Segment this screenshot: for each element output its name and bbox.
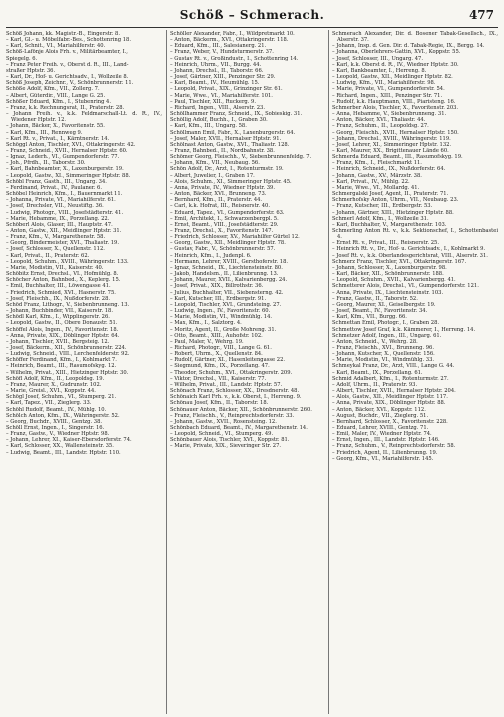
directory-entry: – Leopold, Schneid., VI., Stumperg. 49. [170, 431, 274, 438]
directory-entry: Schmergalski Josef, Agent, II., Praterstr. 71. [332, 191, 449, 198]
directory-entry: – Heinrich, Beamt., III., Rasumofskyg. 12. [6, 363, 117, 370]
directory-entry: Schöggl Anton, Tischler, XVI., Ottakringerstr. 42. [6, 141, 136, 148]
directory-entry: Schmeykal Franz, Dr., Arzt, VIII., Lange G. 44. [332, 363, 455, 370]
directory-entry: – Josef, Schlosser, III., Ungarg. 47. [332, 55, 423, 62]
directory-entry: Schöd Franz, Lithogr., V., Siebenbrunneng. 13. [6, 301, 130, 308]
directory-entry: Schönach Franz, Schlosser, XX., Dresdnerstr. 48. [170, 388, 300, 395]
directory-entry: – Leopold, Privat., XIX., Grinzinger Str. 61. [170, 86, 283, 93]
directory-entry: Schödl Karl, Kfm., I., Wipplingerstr. 26. [6, 314, 110, 321]
directory-entry: – Bernhard, Schlosser, X., Favoritenstr. 228. [332, 418, 448, 425]
directory-entry: – Karl, Beamt., IX., Porzellang. 61. [332, 369, 423, 376]
directory-entry: Schöcher Anton, Bahnbed., X., Keplerg. 15. [6, 277, 121, 284]
directory-entry: Schöß Johann, kk. Magistr.-B., Eingerstr. 8. [6, 31, 120, 37]
directory-entry: – Viktor, Drechsl., VII., Kaiserstr. 77. [170, 375, 267, 382]
directory-entry: – Franz, Maurer, X., Gudrunstr. 102. [6, 381, 102, 388]
directory-entry: – Marie, Greisl., XVI., Koppstr. 44. [6, 388, 96, 395]
directory-entry: Schölch Anton, Kfm., IX., Währingerstr. 52. [6, 412, 120, 419]
directory-entry: – Ludwig, Photogr., VIII., Josefstädterstr. 41. [6, 209, 124, 216]
column-left [6, 31, 162, 713]
column-right [332, 31, 498, 713]
directory-entry: – Albert, Güterdir., VIII., Lange G. 25. [6, 92, 106, 99]
directory-entry: Schmetterer Alois, Drechsl., VI., Gumpendorferstr. 121. [332, 283, 479, 290]
directory-entry: Spiegelg. 6. [6, 55, 38, 62]
directory-entry: – Johann Freih. v., k.k. Feldmarschall-Lt. d. R., IV., Wiedener Hptstr. 12. [6, 111, 162, 124]
directory-entry: – Robert, Uhrm., X., Quellenstr. 84. [170, 351, 263, 358]
directory-entry: – Anton, Bäcker, XVI., Thaliastr. 44. [332, 117, 426, 124]
directory-entry: – Anna, Private, IV., Wiedner Hptstr. 39. [170, 184, 275, 191]
directory-entry: Schmerhofsky Anton, Uhrm., VII., Neubaug. 23. [332, 197, 459, 204]
directory-entry: – Anton, Bäcker, XVI., Koppstr. 112. [332, 406, 426, 413]
directory-entry: – Anna, Hebamme, V., Siebenbrunneng. 31. [332, 111, 447, 118]
directory-entry: – Franz, Gastw., V., Wiedner Hptstr. 98. [6, 431, 110, 438]
directory-entry: Schmid Adalbert, Kfm., I., Rotenturmstr. 27. [332, 375, 449, 382]
column-divider [328, 30, 329, 714]
directory-entry: Schöß Joseph, Zeichnr., V., Schönbrunnerstr. 11. [6, 80, 134, 87]
directory-entry: – Franz, Kutscher, III., Erdbergstr. 53. [332, 203, 433, 210]
directory-entry: Schöße Adolf, Kfm., VII., Zollerg. 7. [6, 86, 100, 93]
directory-entry: – Marie, Private, VI., Gumpendorferstr. 54. [332, 86, 445, 93]
directory-entry: – Marie, Modistin, VII., Kaiserstr. 40. [6, 264, 104, 271]
page-header [0, 6, 504, 26]
directory-entry: – Franz, Weber, V., Hundsturmerstr. 37. [170, 49, 274, 56]
directory-entry: – Franz, Kfm., V., Margarethenstr. 58. [6, 234, 106, 241]
directory-entry: – Leopold, Schuhm., XVIII., Währingerstr. 133. [6, 258, 129, 265]
directory-entry: – Johann, Tischler, XVII., Bergsteig. 12. [6, 338, 110, 345]
directory-entry: – Georg, Maurer, XI., Geiselbergstr. 19. [332, 301, 436, 308]
directory-entry: – Karl, Kutscher, III., Erdbergstr. 91. [170, 295, 267, 302]
directory-entry: – Heinrich, Schneid., IX., Nußdorferstr. 64. [332, 166, 446, 173]
directory-entry: – Paul, Maler, V., Wehrg. 19. [170, 338, 244, 345]
directory-entry: – Johann, Drechsl., XVIII., Währingerstr. 119. [332, 135, 451, 142]
directory-entry: – Carl, k.k. Hofrat, III., Reisnerstr. 40. [170, 203, 270, 210]
directory-entry: – Leopold, Gastw., II., Obere Donaustr. 51. [6, 320, 118, 327]
directory-entry: – Karl, Beamt., IV., Heumühlg. 15. [170, 80, 260, 87]
directory-entry: – Anna, Private, XIX., Döblinger Hptstr. 88. [332, 400, 446, 407]
directory-entry: – August, Buchdr., VII., Zieglerg. 51. [332, 412, 429, 419]
directory-entry: – Anton, Schneid., V., Wehrg. 28. [332, 338, 418, 345]
directory-entry: – Julius, Buchhalter, VII., Siebensterng. 42. [170, 289, 284, 296]
directory-entry: – Anton, Bäckerm., XVI., Ottakringerstr. 118. [170, 37, 289, 44]
directory-entry: – Franz, Bahnbed., II., Nordbahnstr. 38. [170, 147, 275, 154]
directory-entry: – Richard, Ingen., XIII., Penzinger Str. 71. [332, 92, 443, 99]
directory-entry: – Eduard, Kfm., III., Salesianerg. 21. [170, 43, 267, 50]
directory-entry: – Heinrich, Uhrm., VII., Burgg. 44. [170, 61, 262, 68]
directory-entry: – Leopold, Schuhm., XVII., Kalvarienbergg. 41. [332, 277, 456, 284]
directory-entry: – Georg, Buchdr., XVIII., Gentzg. 38. [6, 418, 103, 425]
directory-entry: Schöbel Heinrich, Kfm., I., Bauernmarkt 11. [6, 191, 123, 198]
directory-entry: Schöffer Ferdinand, Kfm., I., Kohlmarkt 7. [6, 357, 117, 364]
directory-entry: – Emil, Buchhalter, III., Löwengasse 41. [6, 283, 111, 290]
directory-entry: – Siegmund, Kfm., IX., Porzellang. 47. [170, 363, 270, 370]
directory-entry: – Johann, Gastw., XVII., Rosensteing. 12. [170, 418, 277, 425]
directory-entry: – Georg, Fleischh., XVII., Hernalser Hptstr. 150. [332, 129, 459, 136]
directory-entry: Schöllmann Emil, Fabr., X., Laxenburgerstr. 64. [170, 129, 296, 136]
directory-entry: – Ernst, Beamt., VIII., Josefstädterstr. 29. [170, 221, 279, 228]
directory-entry: – Theodor, Schuhm., XVI., Ottakringerstr. 209. [170, 369, 293, 376]
directory-entry: – Ludwig, Beamt., III., Landstr. Hptstr. 110. [6, 449, 121, 456]
directory-entry: Schmerber Alois, Tischler, X., Favoritenstr. 203. [332, 104, 459, 111]
directory-entry: – Johann, Schlosser, X., Laxenburgerstr. 98. [332, 264, 447, 271]
directory-entry: – Karl Rt. v., Privat., I., Kärntnerstr. 14. [6, 135, 110, 142]
running-head: Schöß – Schmerach. [179, 8, 325, 22]
directory-entry: – Friedrich, Agent, II., Lilienbrunng. 19. [332, 449, 438, 456]
directory-entry: – Georg, Bindermeister, XVI., Thaliastr. 19. [6, 240, 119, 247]
directory-entry: – Georg, Gastw., XII., Meidlinger Hptstr. 78. [170, 240, 286, 247]
directory-entry: – Emil, Maler, IV., Wiedner Hptstr. 74. [332, 431, 432, 438]
directory-entry: – Eduard, Lehrer, XVIII., Gentzg. 71. [332, 425, 429, 431]
directory-entry: – Leopold, Tischler, XVI., Grundsteing. 27. [170, 301, 282, 308]
directory-entry: – Josef, Privat., XIX., Billrothstr. 36. [170, 283, 264, 290]
directory-entry: – Bernhard, Kfm., II., Praterstr. 44. [170, 197, 263, 204]
directory-entry: Schöller Alexander, Fabr., I., Wildpretmarkt 10. [170, 31, 295, 37]
directory-entry: – Franz, k.k. Rechnungsrat, II., Praterstr. 28. [6, 104, 125, 111]
directory-entry: Schöhl Rudolf, Beamt., IV., Mühlg. 10. [6, 406, 107, 413]
directory-entry: – Wilhelm, Privat., III., Landstr. Hptstr. 57. [170, 381, 283, 388]
directory-entry: – Josef, Lehrer, XI., Simmeringer Hptstr. 132. [332, 141, 452, 148]
directory-entry: – Georg, Kfm., VI., Mariahilferstr. 145. [332, 455, 434, 462]
directory-entry: – Karl, Gl.- u. Möbelfabr.-Bes., Schottenring 18. [6, 37, 131, 44]
directory-entry: – Karl, Bäcker, XII., Schönbrunnerstr. 188. [332, 271, 444, 278]
header-rule [6, 27, 498, 28]
directory-entry: – Richard, Photogr., VIII., Lange G. 61. [170, 344, 272, 351]
directory-entry: – Josef, Drechsler, VII., Neustiftg. 36. [6, 203, 104, 210]
directory-entry: – Karl, Kfm., III., Rennweg 9. [6, 129, 83, 136]
directory-entry: – Joh., Pfrdh., II., Taborstr. 30. [6, 160, 86, 167]
directory-entry: – Hermann, Lehrer, XVIII., Gersthoferstr. 18. [170, 258, 289, 265]
directory-entry: – Johanna, Private, VI., Mariahilferstr. 61. [6, 197, 116, 204]
directory-entry: – Rudolf, k.k. Hauptmann, VIII., Piaristeng. 16. [332, 98, 456, 105]
directory-entry: – Adolf, Uhrm., II., Praterstr. 93. [332, 381, 418, 388]
directory-entry: – Josef, Gärtner, XIII., Penzinger Str. 29. [170, 74, 276, 81]
column-middle [170, 31, 324, 713]
directory-entry: Schmettow Josef Graf, k.k. Kämmerer, I., Herreng. 14. [332, 326, 476, 333]
directory-entry: – Anton, Bäcker, XVI., Brunneng. 73. [170, 191, 267, 198]
directory-entry: – Jakob, Handelsm., II., Lilienbrunng. 13. [170, 271, 279, 278]
directory-entry: – Karl, Kfm., III., Ungarg. 58. [170, 123, 247, 130]
directory-entry: – Josef, Bäckerm., XII., Schönbrunnerstr. 224. [6, 344, 127, 351]
directory-entry: Schöß-Lafönje Alois Frh. v., Militärbeamter, I., [6, 49, 128, 56]
directory-entry: – Anton, Gastw., XII., Meidlinger Hptstr. 31. [6, 228, 122, 234]
directory-entry: – Johann, Gärtner, XIII., Hietzinger Hptstr. 88. [332, 209, 454, 216]
directory-entry: Schöllhammer Franz, Schneid., IX., Sobieskig. 31. [170, 111, 303, 118]
directory-entry: – Leopold, Gastw., XII., Meidlinger Hptstr. 82. [332, 74, 453, 81]
directory-entry: – Moritz, Agent, II., Große Mohreng. 31. [170, 326, 277, 333]
directory-entry: Schölnast Anton, Gastw., XVI., Thaliastr. 128. [170, 141, 290, 148]
directory-entry: – Franz, Fleischh., XVI., Brunneng. 96. [332, 344, 434, 351]
directory-entry: – Ernst, Ingen., III., Landstr. Hptstr. 146. [332, 437, 440, 444]
directory-entry: – Friedrich, Schlosser, XV., Mariahilfer Gürtel 12. [170, 234, 300, 241]
directory-entry: – Josef Rt. v., k.k. Oberlandesgerichtsrat, VIII., Alserstr. 31. [332, 252, 488, 259]
directory-entry: – Karl, Kfm., VII., Burgg. 66. [332, 314, 407, 321]
directory-entry: – Heinrich Rt. v., Dr., Hof- u. Gerichtsadv., I., Kohlmarkt 9. [332, 246, 486, 253]
directory-entry: Schmerda Eduard, Beamt., III., Rasumofskyg. 19. [332, 154, 463, 161]
directory-entry: – Franz Peter Freih. v., Oberst d. R., III., Land- [6, 61, 129, 68]
directory-entry: – Karl, Tapez., VII., Zieglerg. 33. [6, 400, 92, 407]
directory-entry: – Karl, Bankbeamter, I., Herreng. 8. [332, 67, 427, 74]
directory-entry: – Karl, Privat., II., Praterstr. 62. [6, 252, 90, 259]
directory-entry: – Marie, Hebamme, IX., Porzellang. 22. [6, 215, 110, 222]
directory-entry: – Josef, Schlosser, X., Quellenstr. 112. [6, 246, 105, 253]
directory-entry: – Franz, Fleischh., V., Reinprechtsdorferstr. 33. [170, 412, 295, 419]
directory-entry: – Johann, Insp. d. Gen. Dir. d. Tabak-Regie, IX., Bergg. 14. [332, 43, 485, 50]
directory-entry: – Franz, Schuhm., II., Leopoldsg. 27. [332, 123, 429, 130]
directory-entry: – Johann, Buchbinder, VII., Kaiserstr. 18. [6, 308, 114, 315]
directory-entry: – Franz, Schneid., XVII., Hernalser Hptstr. 60. [6, 147, 128, 154]
directory-entry: – Friedrich, Schmied, XVI., Hasnerstr. 75. [6, 289, 116, 296]
directory-entry: – Marie, Modistin, VI., Windmühlg. 33. [332, 357, 435, 364]
directory-entry: – Ignaz, Schneid., IX., Liechtensteinstr. 80. [170, 264, 283, 271]
directory-entry: Schön Adolf, Dr., Arzt, I., Rotenturmstr. 19. [170, 166, 284, 173]
directory-entry: – Ferdinand, Privat., IV., Paulaner. 6. [6, 184, 103, 191]
column-divider [166, 30, 167, 714]
directory-entry: Schönbauer Alois, Tischler, XVI., Koppstr. 81. [170, 437, 290, 444]
directory-entry: Schönau Josef, Kfm., II., Taborstr. 18. [170, 400, 269, 407]
directory-entry: – Karl, k.k. Oberst d. R., IV., Wiedner Hptstr. 30. [332, 61, 459, 68]
directory-entry: straßer Hptstr. 36. [6, 67, 56, 74]
directory-entry: – Heinrich, Kfm., I., Judenpl. 6. [170, 252, 252, 259]
directory-entry: – Josef, Beamt., IV., Favoritenstr. 34. [332, 308, 428, 315]
directory-entry: – Alois, Schuhm., XI., Simmeringer Hptstr. 45. [170, 178, 292, 185]
directory-entry: – Johann, Lehrer, XI., Kaiser-Ebersdorferstr. 74. [6, 437, 132, 444]
directory-entry: – Max, Kfm., I., Salztorg. 4. [170, 320, 242, 327]
directory-entry: – Leopold, Gastw., XI., Simmeringer Hptstr. 88. [6, 172, 131, 179]
directory-entry: Schöll Ernst, Ingen., I., Singerstr. 16. [6, 425, 105, 431]
directory-entry: – Ludwig, Kfm., VII., Mariahilferstr. 98. [332, 80, 436, 87]
directory-entry: Schöbitz Ernst, Drechsl., VI., Hofmühlg. 8. [6, 271, 119, 278]
directory-entry: – Karl, Bahnbeamter, X., Laxenburgerstr. 19. [6, 166, 124, 173]
directory-entry: – Franz, Gastw., II., Taborstr. 52. [332, 295, 418, 302]
directory-entry: – Franz, Kfm., I., Fleischmarkt 11. [332, 160, 422, 167]
directory-entry: – Karl, Schnit., VI., Mariahilferstr. 40. [6, 43, 106, 50]
directory-entry: – Franz, Drechsl., X., Favoritenstr. 147. [170, 228, 274, 234]
directory-entry: – Johann, Drechsl., II., Taborstr. 66. [170, 67, 264, 74]
directory-entry: – Gustav Rt. v., Großindustr., I., Schottenring 14. [170, 55, 299, 62]
directory-entry: Schöberl Alois, Glaser, III., Hauptstr. 47. [6, 221, 113, 228]
directory-entry: Schößer Eduard, Kfm., I., Stubenring 4. [6, 98, 111, 105]
directory-entry: Schöffel Alois, Ingen., IV., Favoritenstr. 18. [6, 326, 119, 333]
directory-entry: – Eduard, Tapez., VI., Gumpendorferstr. 63. [170, 209, 285, 216]
directory-entry: – Josef, Maler, XVII., Hernalser Hptstr. 91. [170, 135, 282, 142]
directory-entry: – Richard, Ingen., VIII., Alserstr. 23. [170, 104, 265, 111]
directory-entry: – Otto, Beamt., XIII., Auhofstr. 102. [170, 332, 263, 339]
directory-entry: – Karl, Maurer, XX., Brigittenauer Lände 60. [332, 147, 449, 154]
directory-entry: Schmerach Alexander, Dir. d. Bosener Tabak-Gesellsch., IX., Alserstr. 37. [332, 31, 498, 44]
directory-entry: – Rudolf, Gärtner, XI., Hasenleitengasse 22. [170, 357, 286, 364]
directory-entry: Schömer Georg, Fleischh., V., Siebenbrunnenfeldg. 7. [170, 154, 312, 161]
directory-entry: – Ernst Rt. v., Privat., III., Reisnerstr. 25. [332, 240, 439, 247]
directory-entry: – Gustav, Fabr., V., Schönbrunnerstr. 57. [170, 246, 276, 253]
directory-entry: – Albert, Juwelier, I., Graben 17. [170, 172, 255, 179]
directory-entry: – Albert, Tischler, XVII., Hernalser Hptstr. 204. [332, 388, 456, 395]
directory-entry: Schmetzer Adolf, Ingen., III., Ungarg. 61. [332, 332, 442, 339]
directory-entry: Schögl Josef, Schuhm., VI., Stumperg. 21. [6, 394, 117, 401]
directory-entry: – Johann, Gastw., XV., Märzstr. 38. [332, 172, 422, 179]
directory-entry: – Johanna, Oberlehrers-Gattin, XVI., Koppstr. 55. [332, 49, 461, 56]
directory-entry: – Johann, Bäcker, X., Favoritenstr. 55. [6, 123, 105, 130]
directory-entry: – Johann, Kutscher, X., Quellenstr. 156. [332, 351, 435, 358]
directory-entry: Schöllig Adolf, Buchh., I., Graben 30. [170, 117, 268, 124]
directory-entry: – Josef, Fleischh., IX., Nußdorferstr. 28. [6, 295, 111, 302]
directory-entry: – Emil, Architekt, I., Schwarzenbergpl. 5. [170, 215, 279, 222]
directory-entry: – Alois, Gastw., XII., Meidlinger Hptstr. 117. [332, 394, 448, 401]
directory-entry: Schönauer Anton, Bäcker, XII., Schönbrunnerstr. 260. [170, 406, 312, 413]
directory-entry: Schönaich Karl Frh. v., k.k. Oberst, I., Herreng. 9. [170, 394, 302, 401]
directory-entry: – Paul, Tischler, XII., Ruckerg. 9. [170, 98, 257, 105]
directory-entry: Schmettan Emil, Photogr., I., Graben 28. [332, 320, 440, 327]
directory-entry: Schönbach Eduard, Beamt., IV., Margarethenstr. 14. [170, 425, 308, 431]
directory-entry: – Karl, Dr., Hof- u. Gerichtsadv., I., Wollzeile 8. [6, 74, 129, 81]
directory-entry: – Anna, Private, XIX., Döblinger Hptstr. 64. [6, 332, 120, 339]
directory-entry: – Franz, Schuhm., V., Reinprechtsdorferstr. 58. [332, 443, 456, 450]
directory-entry: Schöfl Adolf, Kfm., II., Leopoldsg. 19. [6, 375, 105, 382]
directory-entry: – Marie, Wwe., VI., Mariahilferstr. 101. [170, 92, 273, 99]
directory-entry: – Marie, Private, XIX., Sieveringer Str. 27. [170, 443, 282, 450]
directory-entry: Schöbl Franz, Gasth., III., Ungarg. 34. [6, 178, 107, 185]
directory-entry: – Karl, Buchhalter, V., Margarethenstr. 103. [332, 221, 447, 228]
directory-entry: – Ludwig, Schneid., VIII., Lerchenfelderstr. 92. [6, 351, 130, 358]
directory-entry: Schmerz Franz, Tischler, XVI., Ottakringerstr. 167. [332, 258, 467, 265]
directory-entry: – Karl, Schlosser, XX., Wallensteinstr. 35. [6, 443, 114, 450]
directory-entry: – Ludwig, Ingen., IV., Favoritenstr. 60. [170, 308, 271, 315]
directory-entry: – Karl, Privat., IV., Mühlg. 22. [332, 178, 410, 185]
directory-entry: – Marie, Wwe., VI., Mollardg. 41. [332, 184, 420, 191]
directory-entry: – Anna, Private, IX., Liechtensteinstr. 103. [332, 289, 444, 296]
directory-entry: – Marie, Modistin, VI., Windmühlg. 14. [170, 314, 273, 321]
directory-entry: – Ignaz, Lederh., VI., Gumpendorferstr. 77. [6, 154, 120, 161]
page-number: 477 [468, 8, 494, 22]
directory-entry: Schmerl Adolf, Kfm., I., Wollzeile 31. [332, 215, 429, 222]
directory-entry: Schmerling Anton Rt. v., k.k. Sektionschef, I., Schottenbastei 4. [332, 228, 498, 241]
directory-entry: – Wilhelm, Privat., XIII., Hietzinger Hptstr. 30. [6, 369, 129, 376]
directory-entry: – Johann, Kfm., VII., Neubaug. 56. [170, 160, 260, 167]
directory-entry: – Johann, Maurer, XVII., Kalvarienbergg. 24. [170, 277, 288, 284]
